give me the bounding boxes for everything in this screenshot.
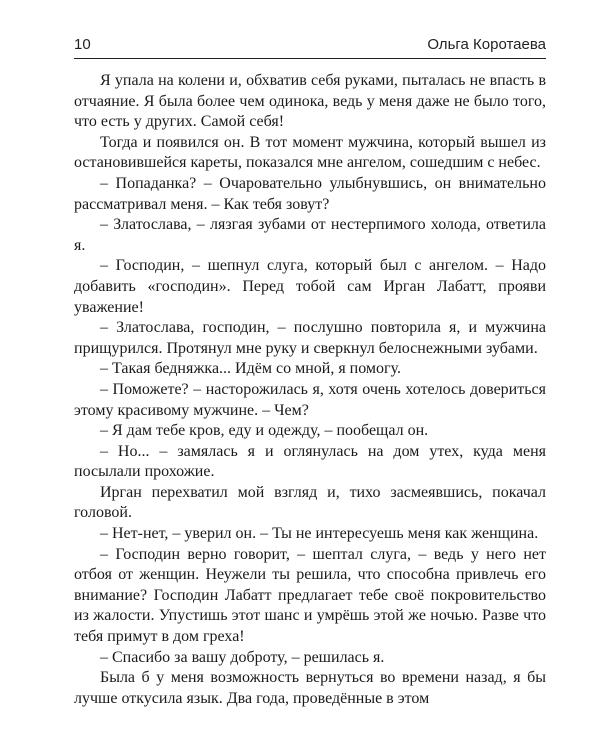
paragraph: – Златослава, господин, – послушно повторила я, и мужчина прищурился. Протянул мне руку и сверкнул белоснежными зубами.: [74, 319, 546, 357]
paragraph: – Я дам тебе кров, еду и одежду, – пообещал он.: [100, 422, 429, 440]
body-text: [74, 71, 546, 709]
running-header: [74, 36, 546, 58]
paragraph: – Нет-нет, – уверил он. – Ты не интересуешь меня как женщина.: [100, 525, 539, 543]
header-divider: [74, 58, 546, 59]
paragraph: – Господин верно говорит, – шептал слуга, – ведь у него нет отбоя от женщин. Неужели ты решила, что способна привлечь его внимание? Господин Лабатт предлагает тебе своё покровительство из жалости. Упустишь этот шанс и умрёшь этой же ночью. Разве что тебя примут в дом греха!: [74, 545, 546, 646]
page-number: 10: [74, 36, 91, 53]
paragraph: – Златослава, – лязгая зубами от нестерпимого холода, ответила я.: [74, 216, 546, 254]
paragraph: – Господин, – шепнул слуга, который был с ангелом. – Надо добавить «господин». Перед тобой сам Ирган Лабатт, прояви уважение!: [74, 257, 546, 316]
book-page: [74, 36, 546, 709]
paragraph: – Попаданка? – Очаровательно улыбнувшись, он внимательно рассматривал меня. – Как тебя зовут?: [74, 174, 546, 213]
author-name: Ольга Коротаева: [427, 36, 546, 53]
paragraph: Была б у меня возможность вернуться во времени назад, я бы лучше откусила язык. Два года, проведённые в этом: [74, 669, 546, 707]
paragraph: – Такая бедняжка... Идём со мной, я помогу.: [100, 360, 402, 378]
paragraph: Я упала на колени и, обхватив себя руками, пыталась не впасть в отчаяние. Я была более чем одинока, ведь у меня даже не было того, что есть у других. Самой себя!: [74, 72, 546, 131]
paragraph: Ирган перехватил мой взгляд и, тихо засмеявшись, покачал головой.: [74, 483, 546, 522]
paragraph: – Спасибо за вашу доброту, – решилась я.: [100, 648, 385, 666]
paragraph: – Поможете? – насторожилась я, хотя очень хотелось довериться этому красивому мужчине. – Чем?: [74, 380, 546, 419]
paragraph: Тогда и появился он. В тот момент мужчина, который вышел из остановившейся кареты, показался мне ангелом, сошедшим с небес.: [74, 133, 546, 172]
paragraph: – Но... – замялась я и оглянулась на дом утех, куда меня посылали прохожие.: [74, 442, 546, 481]
